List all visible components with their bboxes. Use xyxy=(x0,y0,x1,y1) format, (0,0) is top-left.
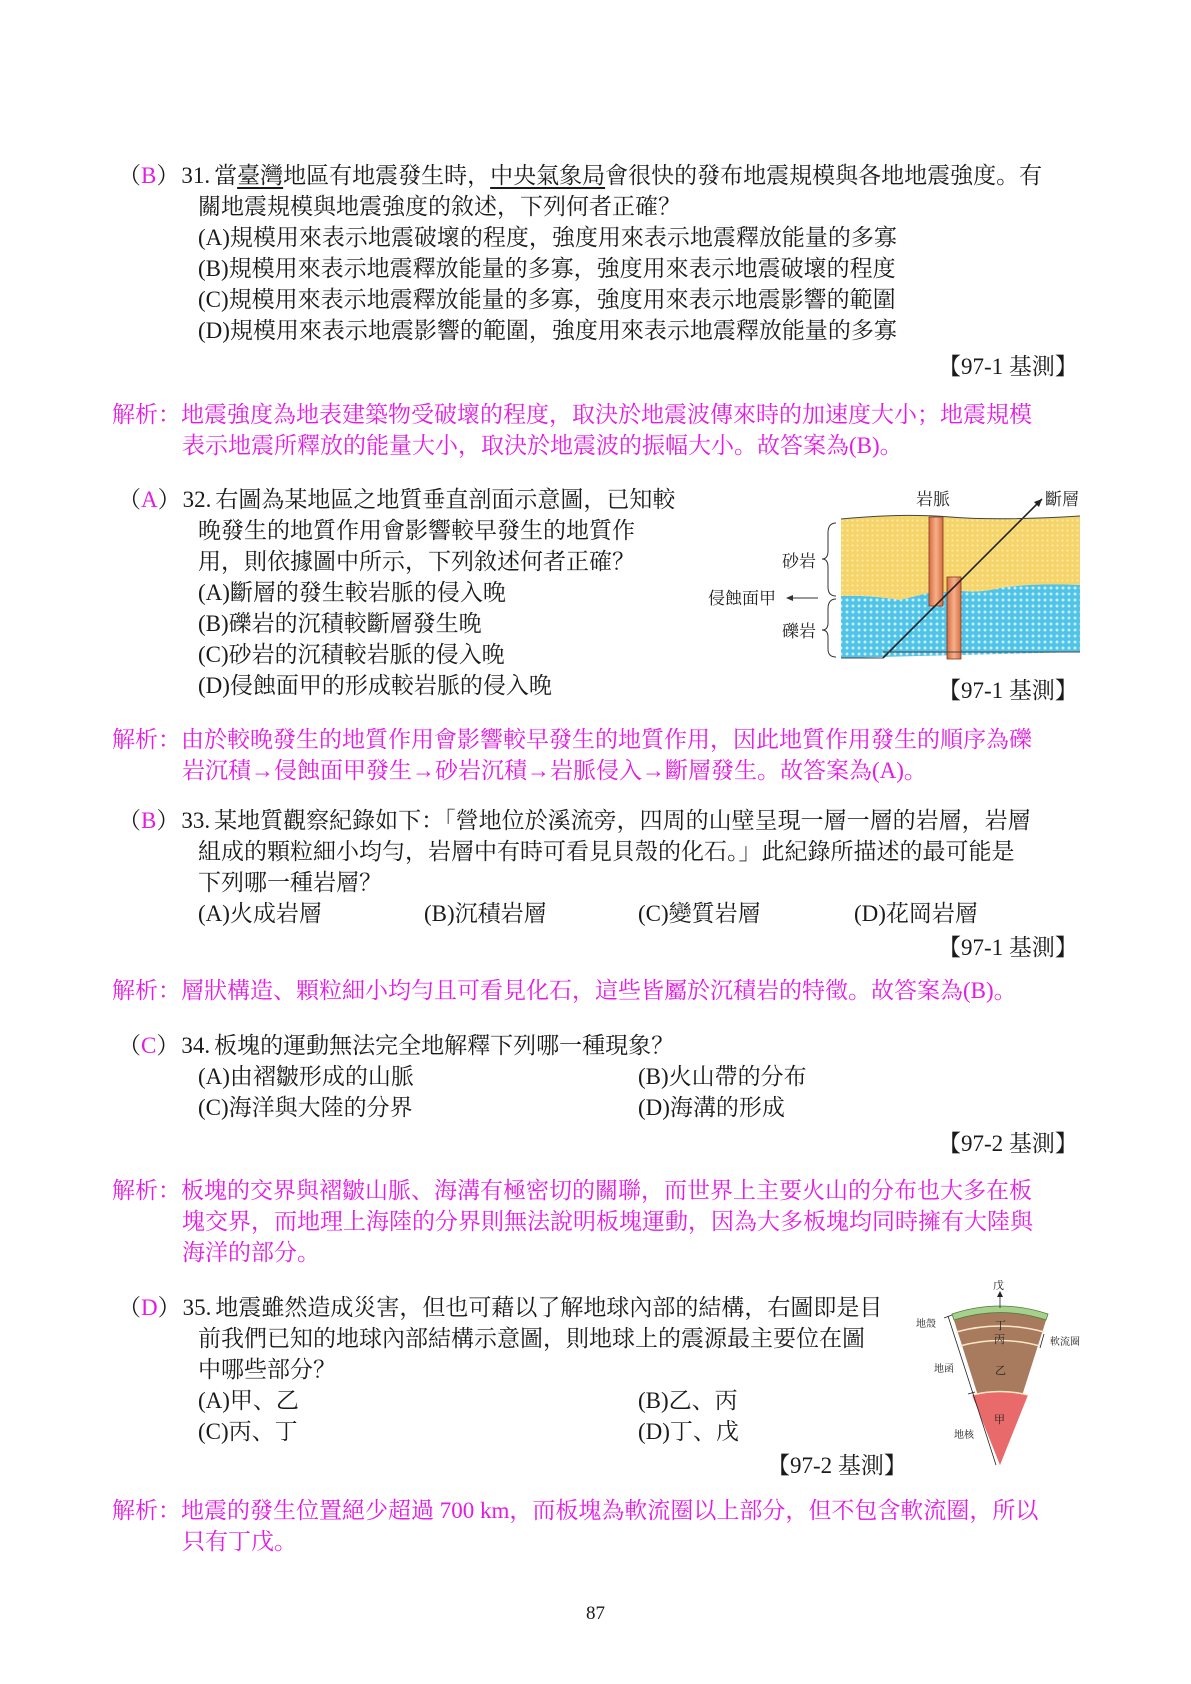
explanation-label: 解析： xyxy=(112,1178,181,1203)
answer-letter: A xyxy=(141,487,158,512)
label-ding: 丁 xyxy=(995,1319,1006,1332)
explanation-34: 解析：板塊的交界與褶皺山脈、海溝有極密切的關聯，而世界上主要火山的分布也大多在板 塊交界，而地理上海陸的分界則無法說明板塊運動，因為大多板塊均同時擁有大陸與 海洋的部分。 xyxy=(112,1178,1033,1265)
explanation-label: 解析： xyxy=(112,1498,181,1523)
option-c: (C)砂岩的沉積較岩脈的侵入晚 xyxy=(198,642,505,667)
option-b: (B)乙、丙 xyxy=(638,1388,738,1413)
answer-paren-open: （ xyxy=(118,163,141,188)
geology-cross-section-figure xyxy=(700,483,1100,663)
stem-line-2: 晚發生的地質作用會影響較早發生的地質作 xyxy=(198,518,635,543)
explanation-32: 解析：由於較晚發生的地質作用會影響較早發生的地質作用，因此地質作用發生的順序為礫 岩沉積→侵蝕面甲發生→砂岩沉積→岩脈侵入→斷層發生。故答案為(A)。 xyxy=(112,727,1032,783)
label-conglomerate: 礫岩 xyxy=(782,622,816,642)
option-d: (D)侵蝕面甲的形成較岩脈的侵入晚 xyxy=(198,673,552,698)
option-a: (A)甲、乙 xyxy=(198,1388,299,1413)
stem-line-3: 中哪些部分？ xyxy=(198,1357,336,1382)
option-d: (D)規模用來表示地震影響的範圍，強度用來表示地震釋放能量的多寡 xyxy=(198,318,897,343)
question-31-head xyxy=(118,160,1042,191)
stem-line-1: 板塊的運動無法完全地解釋下列哪一種現象？ xyxy=(214,1033,675,1058)
option-b: (B)火山帶的分布 xyxy=(638,1064,807,1089)
question-number: 34. xyxy=(181,1033,211,1058)
option-c: (C)丙、丁 xyxy=(198,1419,298,1444)
question-32-head: （A）32. 右圖為某地區之地質垂直剖面示意圖，已知較 xyxy=(118,487,676,512)
option-c: (C)規模用來表示地震釋放能量的多寡，強度用來表示地震影響的範圍 xyxy=(198,287,896,312)
option-b: (B)沉積岩層 xyxy=(424,901,547,926)
source-tag: 【97-1 基測】 xyxy=(938,678,1078,703)
option-a: (A)火成岩層 xyxy=(198,901,322,926)
source-tag: 【97-1 基測】 xyxy=(938,354,1078,379)
label-bing: 丙 xyxy=(994,1333,1005,1346)
label-wu: 戊 xyxy=(993,1279,1004,1292)
question-number: 33. xyxy=(181,808,211,833)
label-crust: 地殼 xyxy=(916,1319,936,1330)
explanation-33: 解析：層狀構造、顆粒細小均勻且可看見化石，這些皆屬於沉積岩的特徵。故答案為(B)。 xyxy=(112,978,1017,1003)
page-number: 87 xyxy=(586,1603,605,1624)
option-a: (A)斷層的發生較岩脈的侵入晚 xyxy=(198,580,506,605)
answer-letter: B xyxy=(141,163,157,188)
explanation-35: 解析：地震的發生位置絕少超過 700 km，而板塊為軟流圈以上部分，但不包含軟流圈，所以 只有丁戊。 xyxy=(112,1498,1039,1554)
label-yi: 乙 xyxy=(995,1364,1006,1377)
explanation-label: 解析： xyxy=(112,402,181,427)
label-dike: 岩脈 xyxy=(916,490,950,510)
option-d: (D)花岡岩層 xyxy=(854,901,978,926)
answer-letter: D xyxy=(141,1295,158,1320)
question-number: 31. xyxy=(181,163,211,188)
source-tag: 【97-2 基測】 xyxy=(938,1131,1078,1156)
label-fault: 斷層 xyxy=(1045,490,1079,510)
earth-interior-figure xyxy=(900,1270,1100,1470)
option-a: (A)由褶皺形成的山脈 xyxy=(198,1064,414,1089)
question-33-head: （B）33. 某地質觀察紀錄如下：「營地位於溪流旁，四周的山壁呈現一層一層的岩層，岩層 xyxy=(118,808,1031,833)
option-b: (B)礫岩的沉積較斷層發生晚 xyxy=(198,611,482,636)
stem-line-3: 下列哪一種岩層？ xyxy=(198,870,382,895)
option-a: (A)規模用來表示地震破壞的程度，強度用來表示地震釋放能量的多寡 xyxy=(198,225,897,250)
stem-line-3: 用，則依據圖中所示，下列敘述何者正確？ xyxy=(198,549,635,574)
answer-paren-close: ） xyxy=(156,163,180,188)
stem-line-2: 組成的顆粒細小均勻，岩層中有時可看見貝殼的化石。」此紀錄所描述的最可能是 xyxy=(198,839,1015,864)
stem-line-1: 某地質觀察紀錄如下：「營地位於溪流旁，四周的山壁呈現一層一層的岩層，岩層 xyxy=(214,808,1031,833)
question-number: 35. xyxy=(182,1295,212,1320)
question-number: 32. xyxy=(182,487,212,512)
answer-letter: C xyxy=(141,1033,157,1058)
question-34-head: （C）34. 板塊的運動無法完全地解釋下列哪一種現象？ xyxy=(118,1033,675,1058)
label-erosion-surface: 侵蝕面甲 xyxy=(708,589,776,609)
option-c: (C)海洋與大陸的分界 xyxy=(198,1095,413,1120)
option-b: (B)規模用來表示地震釋放能量的多寡，強度用來表示地震破壞的程度 xyxy=(198,256,896,281)
stem-line-1: 地震雖然造成災害，但也可藉以了解地球內部的結構，右圖即是目 xyxy=(215,1295,883,1320)
stem-line-1: 當臺灣地區有地震發生時，中央氣象局會很快的發布地震規模與各地地震強度。有 xyxy=(214,163,1043,188)
label-core: 地核 xyxy=(954,1430,974,1441)
source-tag: 【97-1 基測】 xyxy=(938,935,1078,960)
label-mantle: 地函 xyxy=(934,1364,954,1375)
explanation-label: 解析： xyxy=(112,727,181,752)
option-d: (D)海溝的形成 xyxy=(638,1095,785,1120)
label-sandstone: 砂岩 xyxy=(782,552,816,572)
stem-line-2: 關地震規模與地震強度的敘述，下列何者正確？ xyxy=(198,194,681,219)
question-35-head: （D）35. 地震雖然造成災害，但也可藉以了解地球內部的結構，右圖即是目 xyxy=(118,1295,883,1320)
stem-line-2: 前我們已知的地球內部結構示意圖，則地球上的震源最主要位在圖 xyxy=(198,1326,865,1351)
option-c: (C)變質岩層 xyxy=(638,901,761,926)
source-tag: 【97-2 基測】 xyxy=(767,1453,907,1478)
explanation-31: 解析：地震強度為地表建築物受破壞的程度，取決於地震波傳來時的加速度大小；地震規模 表示地震所釋放的能量大小，取決於地震波的振幅大小。故答案為(B)。 xyxy=(112,402,1032,458)
stem-line-1: 右圖為某地區之地質垂直剖面示意圖，已知較 xyxy=(215,487,676,512)
label-asthenosphere: 軟流圈 xyxy=(1050,1337,1080,1348)
answer-letter: B xyxy=(141,808,157,833)
explanation-label: 解析： xyxy=(112,978,181,1003)
label-jia: 甲 xyxy=(994,1413,1005,1426)
option-d: (D)丁、戊 xyxy=(638,1419,739,1444)
